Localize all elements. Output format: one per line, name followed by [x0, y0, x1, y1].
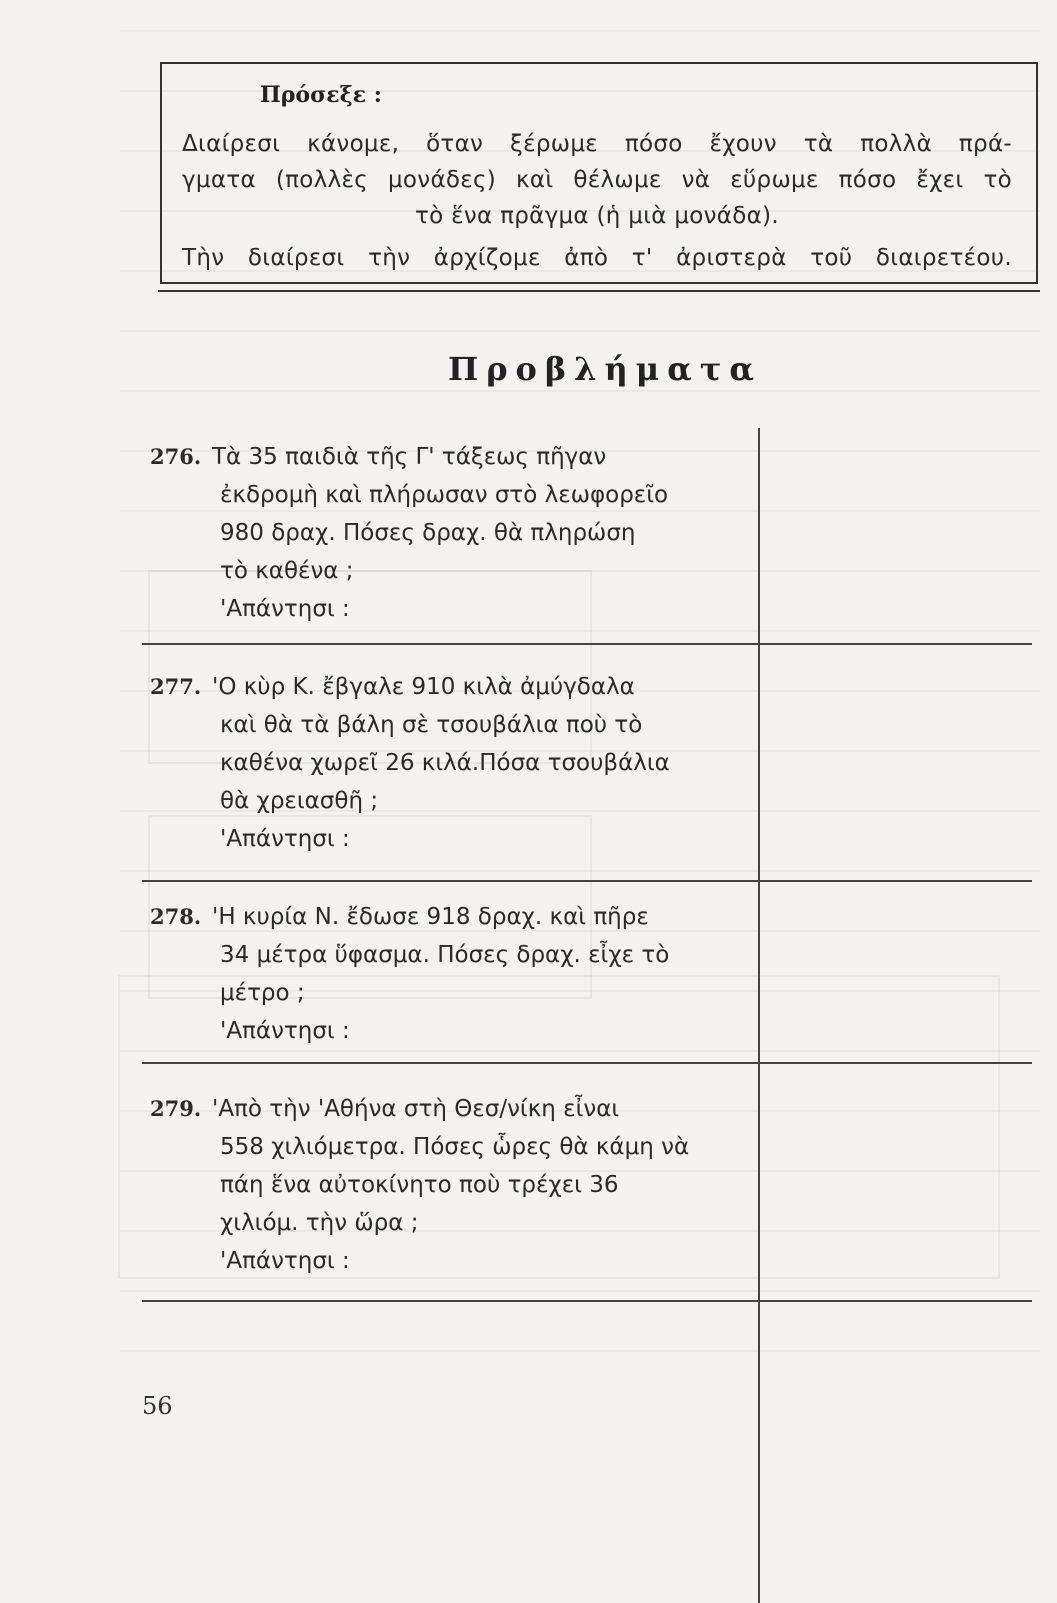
page-number: 56 — [142, 1392, 173, 1420]
problem-text: Τὰ 35 παιδιὰ τῆς Γ' τάξεως πῆγαν — [212, 444, 607, 470]
problem-279 — [150, 1090, 750, 1280]
answer-column-divider — [758, 428, 760, 1603]
note-line: τὸ ἕνα πρᾶγμα (ἡ μιὰ μονάδα). — [415, 203, 779, 229]
problem-number: 277. — [150, 674, 202, 699]
problem-text: 'Ο κὺρ Κ. ἔβγαλε 910 κιλὰ ἀμύγδαλα — [212, 674, 635, 700]
note-box — [160, 62, 1038, 284]
problem-number: 276. — [150, 444, 202, 469]
problem-separator — [142, 643, 1032, 645]
problem-number: 278. — [150, 904, 202, 929]
problem-line: θὰ χρειασθῆ ; — [220, 788, 379, 814]
problem-line: καθένα χωρεῖ 26 κιλά.Πόσα τσουβάλια — [220, 750, 670, 776]
problem-line: 980 δραχ. Πόσες δραχ. θὰ πληρώση — [220, 520, 636, 546]
problem-278 — [150, 898, 750, 1050]
section-heading: Προβλήματα — [448, 350, 762, 388]
answer-label: 'Απάντησι : — [220, 1248, 350, 1274]
note-line: Διαίρεσι κάνομε, ὅταν ξέρωμε πόσο ἔχουν τὰ πολλὰ πρά- — [182, 131, 1012, 157]
answer-label: 'Απάντησι : — [220, 596, 350, 622]
problem-line: μέτρο ; — [220, 980, 305, 1006]
problem-text: 'Η κυρία Ν. ἔδωσε 918 δραχ. καὶ πῆρε — [212, 904, 649, 930]
problem-line: τὸ καθένα ; — [220, 558, 354, 584]
problem-line: 558 χιλιόμετρα. Πόσες ὧρες θὰ κάμη νὰ — [220, 1134, 690, 1160]
note-title: Πρόσεξε : — [260, 82, 382, 108]
problem-separator — [142, 1300, 1032, 1302]
problem-line: ἐκδρομὴ καὶ πλήρωσαν στὸ λεωφορεῖο — [220, 482, 669, 508]
problem-line — [150, 438, 750, 476]
problem-line: χιλιόμ. τὴν ὥρα ; — [220, 1210, 419, 1236]
note-body — [182, 126, 1012, 276]
problem-number: 279. — [150, 1096, 202, 1121]
answer-label: 'Απάντησι : — [220, 1018, 350, 1044]
problem-separator — [142, 1062, 1032, 1064]
problem-line: 34 μέτρα ὕφασμα. Πόσες δραχ. εἶχε τὸ — [220, 942, 670, 968]
answer-label: 'Απάντησι : — [220, 826, 350, 852]
note-line: γματα (πολλὲς μονάδες) καὶ θέλωμε νὰ εὕρωμε πόσο ἔχει τὸ — [182, 167, 1012, 193]
problem-line: πάη ἕνα αὐτοκίνητο ποὺ τρέχει 36 — [220, 1172, 619, 1198]
problem-line — [150, 668, 750, 706]
problem-276 — [150, 438, 750, 628]
note-line: Τὴν διαίρεσι τὴν ἀρχίζομε ἀπὸ τ' ἀριστερὰ τοῦ διαιρετέου. — [182, 245, 1012, 271]
problem-separator — [142, 880, 1032, 882]
problem-line — [150, 898, 750, 936]
problem-line — [150, 1090, 750, 1128]
problem-line: καὶ θὰ τὰ βάλη σὲ τσουβάλια ποὺ τὸ — [220, 712, 643, 738]
problem-277 — [150, 668, 750, 858]
problem-text: 'Απὸ τὴν 'Αθήνα στὴ Θεσ/νίκη εἶναι — [212, 1096, 620, 1122]
